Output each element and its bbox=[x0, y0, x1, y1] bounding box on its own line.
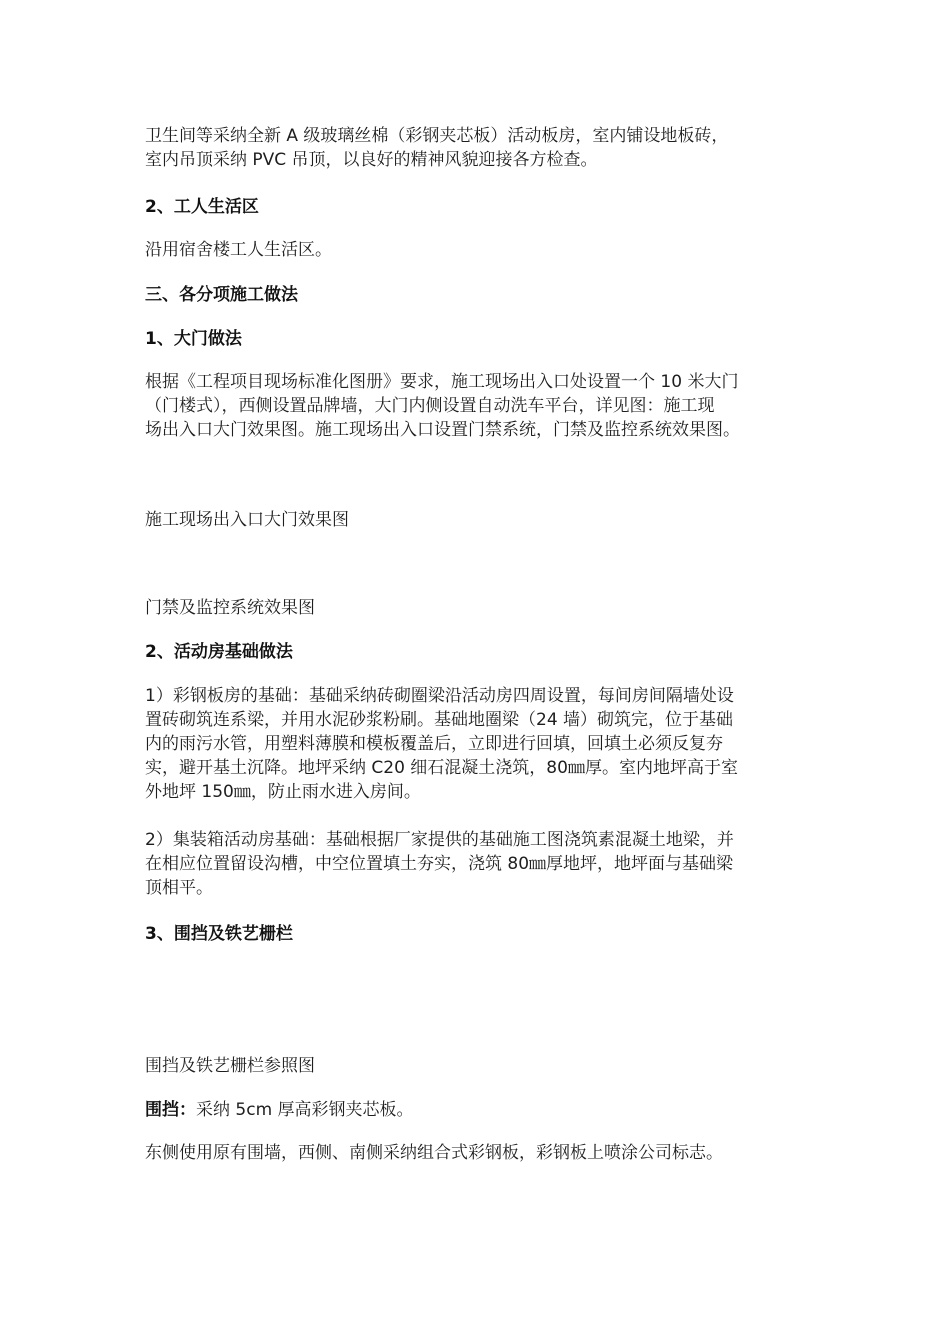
foundation-1-line-5: 外地坪 150㎜，防止雨水进入房间。 bbox=[145, 782, 421, 802]
foundation-2-line-2: 在相应位置留设沟槽，中空位置填土夯实，浇筑 80㎜厚地坪，地坪面与基础梁 bbox=[145, 854, 734, 874]
caption-access-figure: 门禁及监控系统效果图 bbox=[145, 598, 315, 618]
heading-gate: 1、大门做法 bbox=[145, 329, 242, 349]
caption-gate-figure: 施工现场出入口大门效果图 bbox=[145, 510, 349, 530]
foundation-2-line-3: 顶相平。 bbox=[145, 878, 213, 898]
foundation-1-line-3: 内的雨污水管，用塑料薄膜和模板覆盖后，立即进行回填，回填土必须反复夯 bbox=[145, 734, 723, 754]
intro-line-2: 室内吊顶采纳 PVC 吊顶，以良好的精神风貌迎接各方检查。 bbox=[145, 150, 598, 170]
foundation-paragraph-1 bbox=[145, 684, 810, 804]
caption-fence-figure: 围挡及铁艺栅栏参照图 bbox=[145, 1056, 315, 1076]
gate-line-1: 根据《工程项目现场标准化图册》要求，施工现场出入口处设置一个 10 米大门 bbox=[145, 372, 739, 392]
intro-line-1: 卫生间等采纳全新 A 级玻璃丝棉（彩钢夹芯板）活动板房，室内铺设地板砖， bbox=[145, 126, 729, 146]
workers-area-paragraph: 沿用宿舍楼工人生活区。 bbox=[145, 240, 332, 260]
intro-paragraph bbox=[145, 124, 810, 172]
foundation-paragraph-2 bbox=[145, 828, 810, 900]
fence-paragraph bbox=[145, 1098, 810, 1122]
foundation-1-line-4: 实，避开基土沉降。地坪采纳 C20 细石混凝土浇筑，80㎜厚。室内地坪高于室 bbox=[145, 758, 738, 778]
heading-fence: 3、围挡及铁艺栅栏 bbox=[145, 924, 293, 944]
gate-paragraph bbox=[145, 370, 810, 442]
fence-term: 围挡： bbox=[145, 1100, 196, 1120]
gate-line-3: 场出入口大门效果图。施工现场出入口设置门禁系统，门禁及监控系统效果图。 bbox=[145, 420, 740, 440]
east-side-paragraph: 东侧使用原有围墙，西侧、南侧采纳组合式彩钢板，彩钢板上喷涂公司标志。 bbox=[145, 1143, 723, 1163]
foundation-1-line-2: 置砖砌筑连系梁，并用水泥砂浆粉刷。基础地圈梁（24 墙）砌筑完，位于基础 bbox=[145, 710, 734, 730]
gate-line-2: （门楼式），西侧设置品牌墙，大门内侧设置自动洗车平台，详见图：施工现 bbox=[145, 396, 715, 416]
foundation-2-line-1: 2）集装箱活动房基础：基础根据厂家提供的基础施工图浇筑素混凝土地梁，并 bbox=[145, 830, 734, 850]
fence-text: 采纳 5cm 厚高彩钢夹芯板。 bbox=[196, 1100, 414, 1120]
heading-foundation: 2、活动房基础做法 bbox=[145, 642, 293, 662]
foundation-1-line-1: 1）彩钢板房的基础：基础采纳砖砌圈梁沿活动房四周设置，每间房间隔墙处设 bbox=[145, 686, 734, 706]
heading-section-3: 三、各分项施工做法 bbox=[145, 285, 298, 305]
heading-workers-area: 2、工人生活区 bbox=[145, 197, 259, 217]
